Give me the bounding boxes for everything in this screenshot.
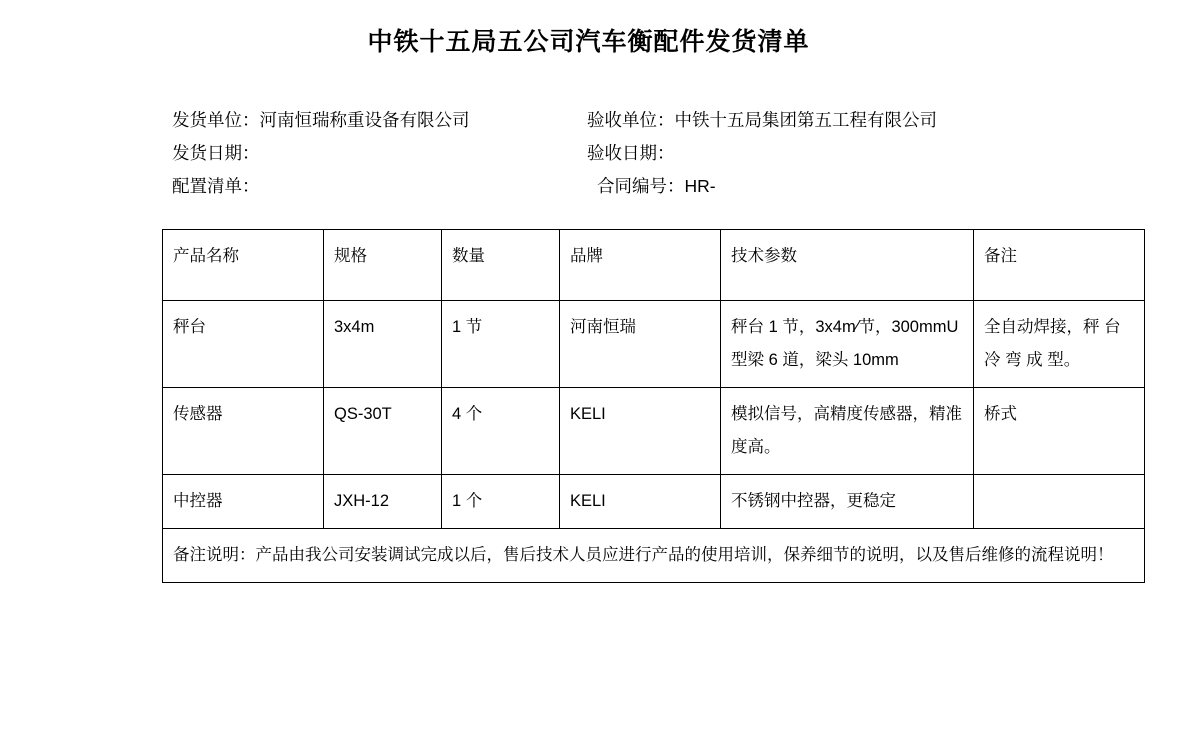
- receiving-company-field: 验收单位：中铁十五局集团第五工程有限公司: [587, 110, 937, 130]
- table-footnote-row: [163, 529, 1145, 583]
- cell-name: 中控器: [163, 475, 324, 529]
- cell-brand: KELI: [560, 388, 721, 475]
- table-row: [163, 301, 1145, 388]
- cell-spec: 3x4m: [324, 301, 442, 388]
- cell-remark: 全自动焊接，秤 台 冷 弯 成 型。: [974, 301, 1145, 388]
- column-header-remark: 备注: [974, 230, 1145, 301]
- meta-row: [172, 170, 1177, 203]
- document-meta: [0, 104, 1177, 203]
- cell-spec: QS-30T: [324, 388, 442, 475]
- cell-name: 秤台: [163, 301, 324, 388]
- cell-qty: 4 个: [442, 388, 560, 475]
- column-header-params: 技术参数: [721, 230, 974, 301]
- cell-brand: KELI: [560, 475, 721, 529]
- cell-params: 模拟信号，高精度传感器，精准度高。: [721, 388, 974, 475]
- column-header-qty: 数量: [442, 230, 560, 301]
- shipping-company-field: 发货单位：河南恒瑞称重设备有限公司: [172, 110, 470, 130]
- configuration-list-field: 配置清单：: [172, 176, 260, 196]
- footnote-text: 备注说明：产品由我公司安装调试完成以后，售后技术人员应进行产品的使用培训，保养细节的说明，以及售后维修的流程说明！: [163, 529, 1145, 583]
- cell-spec: JXH-12: [324, 475, 442, 529]
- table-header-row: [163, 230, 1145, 301]
- table-row: [163, 475, 1145, 529]
- document-page: [0, 22, 1177, 751]
- contract-number-field: 合同编号：HR-: [597, 176, 716, 196]
- column-header-brand: 品牌: [560, 230, 721, 301]
- meta-row: [172, 104, 1177, 137]
- cell-params: 不锈钢中控器，更稳定: [721, 475, 974, 529]
- parts-shipment-table: [162, 229, 1145, 583]
- meta-row: [172, 137, 1177, 170]
- cell-remark: [974, 475, 1145, 529]
- shipping-date-field: 发货日期：: [172, 143, 260, 163]
- table-row: [163, 388, 1145, 475]
- column-header-name: 产品名称: [163, 230, 324, 301]
- cell-params: 秤台 1 节，3x4m∕节，300mmU 型梁 6 道，梁头 10mm: [721, 301, 974, 388]
- cell-qty: 1 节: [442, 301, 560, 388]
- cell-qty: 1 个: [442, 475, 560, 529]
- column-header-spec: 规格: [324, 230, 442, 301]
- cell-name: 传感器: [163, 388, 324, 475]
- page-title: 中铁十五局五公司汽车衡配件发货清单: [367, 28, 810, 56]
- receiving-date-field: 验收日期：: [587, 143, 675, 163]
- cell-brand: 河南恒瑞: [560, 301, 721, 388]
- cell-remark: 桥式: [974, 388, 1145, 475]
